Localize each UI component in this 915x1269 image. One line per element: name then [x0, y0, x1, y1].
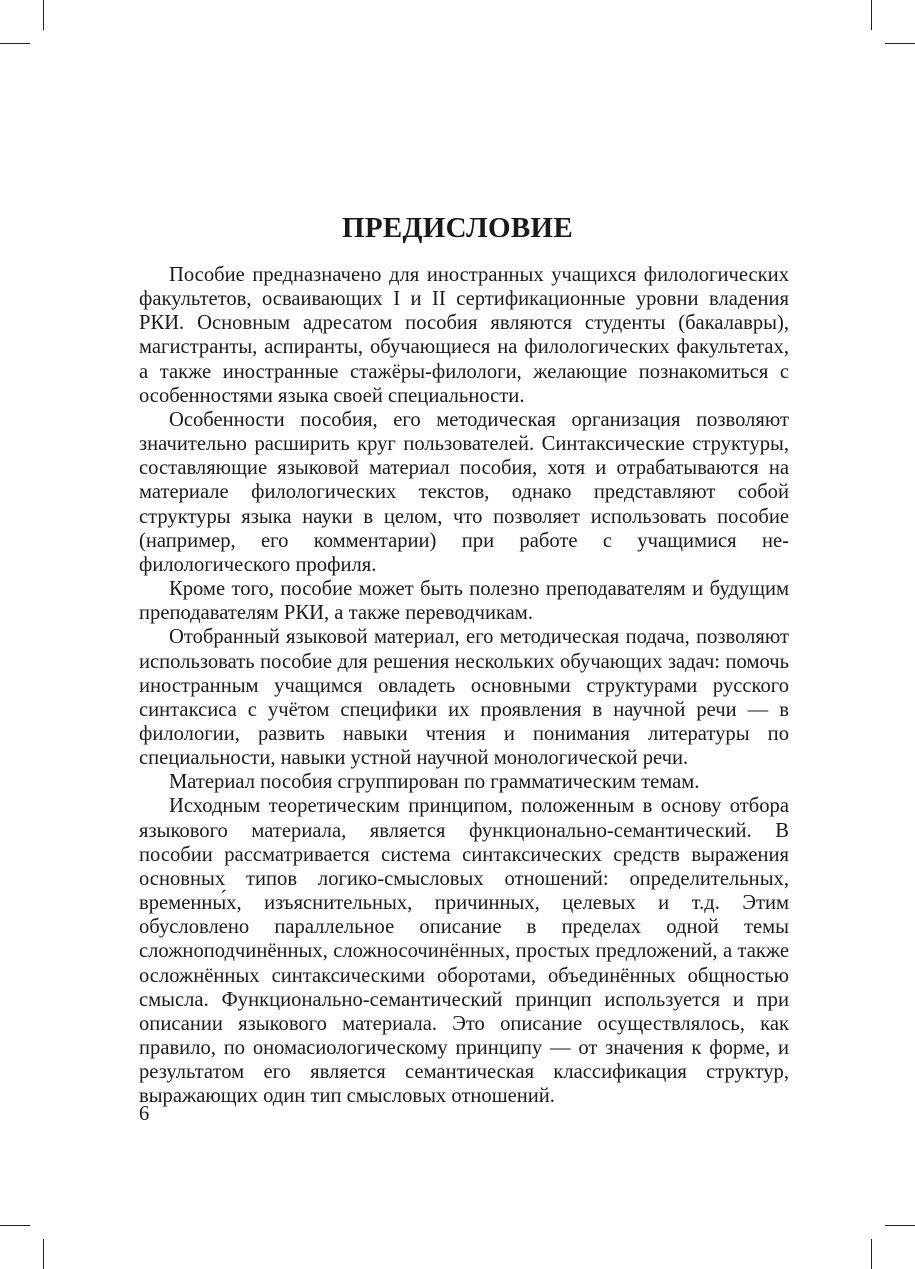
body-text [139, 263, 789, 1108]
crop-mark [871, 1239, 872, 1269]
paragraph: Пособие предназначено для иностранных учащихся филологических факультетов, осваивающих I и II сертификационные уровни владения РКИ. Основным адресатом пособия являются студенты (бакалавры), магистранты, аспиранты, обучающиеся на филологических факультетах, а также иностранные стажёры-филологи, желающие познакомиться с особенностями языка своей специальности. [139, 264, 789, 407]
crop-mark [43, 0, 44, 30]
crop-mark [885, 1225, 915, 1226]
paragraph: Кроме того, пособие может быть полезно преподавателям и будущим преподавателям РКИ, а также переводчикам. [139, 578, 789, 625]
crop-mark [885, 43, 915, 44]
paragraph: Материал пособия сгруппирован по грамматическим темам. [169, 771, 700, 794]
crop-mark [0, 1225, 30, 1226]
page-title: ПРЕДИСЛОВИЕ [341, 212, 574, 244]
crop-mark [0, 43, 30, 44]
crop-mark [871, 0, 872, 30]
paragraph: Отобранный языковой материал, его методическая подача, позволяют использовать пособие для решения нескольких обучающих задач: помочь иностранным учащимся овладеть основными структурами русского синтаксиса с учётом специфики их проявления в научной речи — в филологии, развить навыки чтения и понимания литературы по специальности, навыки устной научной монологической речи. [139, 626, 789, 770]
page-number: 6 [139, 1103, 150, 1125]
paragraph: Особенности пособия, его методическая организация позволяют значительно расширить круг пользователей. Синтаксические структуры, составляющие языковой материал пособия, хотя и отрабатываются на материале филологических текстов, однако представляют собой структуры языка науки в целом, что позволяет использовать пособие (например, его комментарии) при работе с учащимися нефилологического профиля. [139, 408, 789, 576]
paragraph: Исходным теоретическим принципом, положенным в основу отбора языкового материала, является функционально-семантический. В пособии рассматривается система синтаксических средств выражения основных типов логико-смысловых отношений: определительных, временны́х, изъяснительных, причинных, целевых и т.д. Этим обусловлено параллельное описание в пределах одной темы сложноподчинённых, сложносочинённых, простых предложений, а также осложнённых синтаксическими оборотами, объединённых общностью смысла. Функционально-семантический принцип используется и при описании языкового материала. Это описание осуществлялось, как правило, по ономасиологическому принципу — от значения к форме, и результатом его является семантическая классификация структур, выражающих один тип смысловых отношений. [139, 795, 789, 1108]
crop-mark [43, 1239, 44, 1269]
